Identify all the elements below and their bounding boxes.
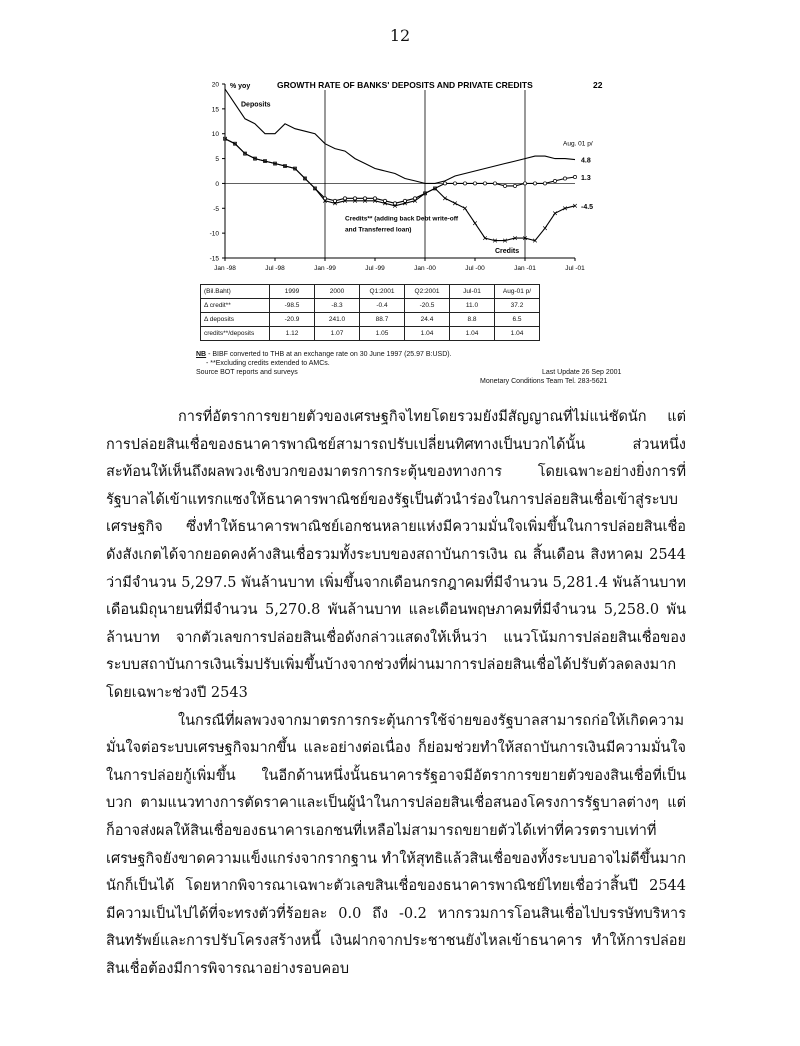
table-cell: 241.0 bbox=[315, 313, 360, 327]
note-line-2: - **Excluding credits extended to AMCs. bbox=[206, 360, 330, 367]
table-cell: 1.04 bbox=[405, 327, 450, 341]
page-number: 12 bbox=[389, 26, 411, 45]
data-table bbox=[200, 284, 540, 341]
data-point bbox=[473, 182, 476, 185]
note-text: - BIBF converted to THB at an exchange rate on 30 June 1997 (25.97 B:USD). bbox=[206, 351, 452, 358]
table-cell: 1.07 bbox=[315, 327, 360, 341]
table-header-cell: Q2:2001 bbox=[405, 285, 450, 299]
table-cell: -20.9 bbox=[270, 313, 315, 327]
growth-rate-chart bbox=[195, 72, 615, 282]
table-cell: -20.5 bbox=[405, 299, 450, 313]
x-tick-label: Jul -01 bbox=[565, 265, 585, 272]
data-point bbox=[543, 226, 547, 230]
y-tick-label: 15 bbox=[211, 106, 219, 114]
data-point bbox=[453, 182, 456, 185]
table-row bbox=[201, 327, 540, 341]
chart-figure bbox=[195, 72, 615, 392]
series-end-label: 4.8 bbox=[581, 157, 591, 165]
table-cell: 88.7 bbox=[360, 313, 405, 327]
table-cell: 6.5 bbox=[495, 313, 540, 327]
data-point bbox=[493, 182, 496, 185]
table-cell: -8.3 bbox=[315, 299, 360, 313]
table-cell: -0.4 bbox=[360, 299, 405, 313]
update-note bbox=[480, 368, 621, 386]
note-line-1 bbox=[196, 350, 616, 359]
table-cell: Δ deposits bbox=[201, 313, 270, 327]
table-cell: Δ credit** bbox=[201, 299, 270, 313]
table-row bbox=[201, 313, 540, 327]
table-cell: 11.0 bbox=[450, 299, 495, 313]
paragraph: ในกรณีที่ผลพวงจากมาตรการกระตุ้นการใช้จ่ายของรัฐบาลสามารถก่อให้เกิดความมั่นใจต่อระบบเศรษฐกิจมากขึ้น และอย่างต่อเนื่อง ก็ย่อมช่วยทำให้สถาบันการเงินมีความมั่นใจในการปล่อยกู้เพิ่มขึ้น ในอีกด้านหนึ่งนั้นธนาคารรัฐอาจมีอัตราการขยายตัวของสินเชื่อที่เป็นบวก ตามแนวทางการตัดราคาและเป็นผู้นำในการปล่อยสินเชื่อสนองโครงการรัฐบาลต่างๆ แต่ก็อาจส่งผลให้สินเชื่อของธนาคารเอกชนที่เหลือไม่สามารถขยายตัวได้เท่าที่ควรตราบเท่าที่เศรษฐกิจยังขาดความแข็งแกร่งจากรากฐาน ทำให้สุทธิแล้วสินเชื่อของทั้งระบบอาจไม่ดีขึ้นมากนักก็เป็นได้ โดยหากพิจารณาเฉพาะตัวเลขสินเชื่อของธนาคารพาณิชย์ไทยเชื่อว่าสิ้นปี 2544 มีความเป็นไปได้ที่จะทรงตัวที่ร้อยละ 0.0 ถึง -0.2 หากรวมการโอนสินเชื่อไปบรรษัทบริหารสินทรัพย์และการปรับโครงสร้างหนี้ เงินฝากจากประชาชนยังไหลเข้าธนาคาร ทำให้การปล่อยสินเชื่อต้องมีการพิจารณาอย่างรอบคอบ bbox=[106, 712, 686, 977]
x-tick-label: Jul -99 bbox=[365, 265, 385, 272]
table-header-row bbox=[201, 285, 540, 299]
chart-number: 22 bbox=[593, 80, 603, 90]
table-header-cell: (Bil.Baht) bbox=[201, 285, 270, 299]
series-line bbox=[225, 139, 575, 204]
y-unit-label: % yoy bbox=[230, 83, 251, 90]
x-tick-label: Jan -99 bbox=[314, 265, 336, 272]
table-row bbox=[201, 299, 540, 313]
series-label: and Transferred loan) bbox=[345, 226, 412, 234]
data-point bbox=[563, 177, 566, 180]
data-point bbox=[533, 182, 536, 185]
source-note: Source BOT reports and surveys bbox=[196, 369, 298, 376]
table-header-cell: Q1:2001 bbox=[360, 285, 405, 299]
table-header-cell: 2000 bbox=[315, 285, 360, 299]
x-tick-label: Jan -98 bbox=[214, 265, 236, 272]
series-label: Deposits bbox=[241, 101, 271, 109]
series-end-label: 1.3 bbox=[581, 174, 591, 182]
data-point bbox=[463, 206, 467, 210]
series-end-label: -4.5 bbox=[581, 203, 594, 211]
y-tick-label: -15 bbox=[209, 255, 219, 263]
y-tick-label: -5 bbox=[213, 205, 219, 213]
data-point bbox=[473, 221, 477, 225]
x-tick-label: Jul -00 bbox=[465, 265, 485, 272]
chart-title: GROWTH RATE OF BANKS' DEPOSITS AND PRIVATE CREDITS bbox=[277, 80, 533, 90]
table-cell: 37.2 bbox=[495, 299, 540, 313]
y-tick-label: 5 bbox=[215, 156, 219, 164]
table-header-cell: 1999 bbox=[270, 285, 315, 299]
nb-label: NB bbox=[196, 351, 207, 358]
data-point bbox=[453, 202, 457, 206]
x-tick-label: Jan -00 bbox=[414, 265, 436, 272]
series-label: Credits bbox=[495, 248, 520, 256]
data-point bbox=[573, 175, 576, 178]
table-cell: 8.8 bbox=[450, 313, 495, 327]
x-tick-label: Jul -98 bbox=[265, 265, 285, 272]
data-point bbox=[513, 184, 516, 187]
table-cell: 1.12 bbox=[270, 327, 315, 341]
data-point bbox=[483, 182, 486, 185]
table-cell: 1.04 bbox=[495, 327, 540, 341]
data-point bbox=[543, 182, 546, 185]
y-tick-label: 0 bbox=[215, 180, 219, 188]
y-tick-label: -10 bbox=[209, 230, 219, 238]
table-header-cell: Jul-01 bbox=[450, 285, 495, 299]
series-label: Credits** (adding back Debt write-off bbox=[345, 215, 459, 223]
body-text bbox=[106, 404, 686, 983]
data-point bbox=[523, 182, 526, 185]
y-tick-label: 10 bbox=[211, 131, 219, 139]
y-tick-label: 20 bbox=[211, 81, 219, 89]
data-point bbox=[463, 182, 466, 185]
data-point bbox=[503, 184, 506, 187]
table-cell: 1.04 bbox=[450, 327, 495, 341]
data-point bbox=[553, 179, 556, 182]
chart-annotation: Aug. 01 p/ bbox=[563, 140, 593, 148]
paragraph: การที่อัตราการขยายตัวของเศรษฐกิจไทยโดยรวมยังมีสัญญาณที่ไม่แน่ชัดนัก แต่การปล่อยสินเชื่อของธนาคารพาณิชย์สามารถปรับเปลี่ยนทิศทางเป็นบวกได้นั้น ส่วนหนึ่งสะท้อนให้เห็นถึงผลพวงเชิงบวกของมาตรการกระตุ้นของทางการ โดยเฉพาะอย่างยิ่งการที่รัฐบาลได้เข้าแทรกแซงให้ธนาคารพาณิชย์ของรัฐเป็นตัวนำร่องในการปล่อยสินเชื่อเข้าสู่ระบบเศรษฐกิจ ซึ่งทำให้ธนาคารพาณิชย์เอกชนหลายแห่งมีความมั่นใจเพิ่มขึ้นในการปล่อยสินเชื่อ ดังสังเกตได้จากยอดคงค้างสินเชื่อรวมทั้งระบบของสถาบันการเงิน ณ สิ้นเดือน สิงหาคม 2544 ว่ามีจำนวน 5,297.5 พันล้านบาท เพิ่มขึ้นจากเดือนกรกฎาคมที่มีจำนวน 5,281.4 พันล้านบาท เดือนมิถุนายนที่มีจำนวน 5,270.8 พันล้านบาท และเดือนพฤษภาคมที่มีจำนวน 5,258.0 พันล้านบาท จากตัวเลขการปล่อยสินเชื่อดังกล่าวแสดงให้เห็นว่า แนวโน้มการปล่อยสินเชื่อของระบบสถาบันการเงินเริ่มปรับเพิ่มขึ้นบ้างจากช่วงที่ผ่านมาการปล่อยสินเชื่อได้ปรับตัวลดลงมาก โดยเฉพาะช่วงปี 2543 bbox=[106, 409, 686, 701]
table-cell: 1.05 bbox=[360, 327, 405, 341]
data-point bbox=[443, 182, 446, 185]
table-cell: 24.4 bbox=[405, 313, 450, 327]
series-line bbox=[225, 89, 575, 183]
last-update: Last Update 26 Sep 2001 bbox=[542, 369, 622, 376]
table-cell: credits**/deposits bbox=[201, 327, 270, 341]
x-tick-label: Jan -01 bbox=[514, 265, 536, 272]
team-contact: Monetary Conditions Team Tel. 283-5621 bbox=[480, 378, 608, 385]
series-line bbox=[225, 139, 575, 241]
table-cell: -98.5 bbox=[270, 299, 315, 313]
table-header-cell: Aug-01 p/ bbox=[495, 285, 540, 299]
